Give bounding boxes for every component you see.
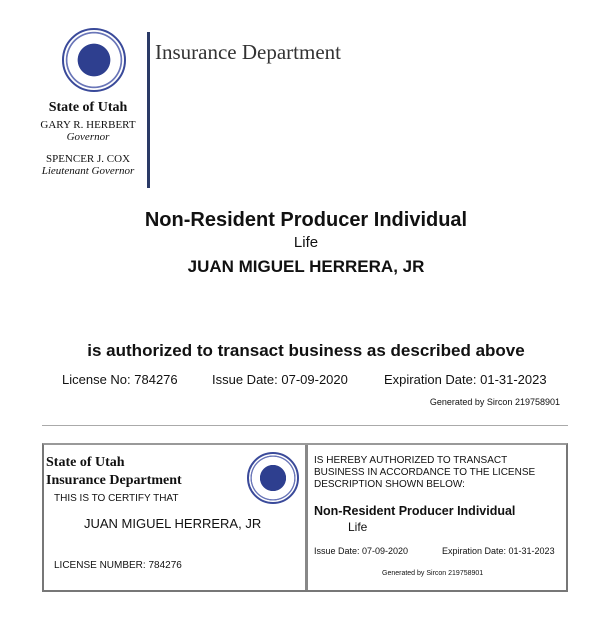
card-department: Insurance Department [46,473,182,488]
card-license-type: Non-Resident Producer Individual [314,504,516,518]
card-holder: JUAN MIGUEL HERRERA, JR [84,516,262,531]
governor-title: Governor [66,131,110,143]
card-seal-icon [247,452,299,504]
card-license-line: Life [348,520,368,534]
separator [42,425,568,426]
card-issue-date: Issue Date: 07-09-2020 [314,546,409,556]
card-certify: THIS IS TO CERTIFY THAT [54,493,179,504]
wallet-card [42,443,568,592]
card-state: State of Utah [46,455,125,470]
issue-date: Issue Date: 07-09-2020 [212,372,348,387]
card-expiration-date: Expiration Date: 01-31-2023 [442,546,555,556]
license-line: Life [293,234,319,251]
lt-governor-name: SPENCER J. COX [45,153,131,165]
officials-block [30,100,146,177]
license-main [0,209,612,277]
license-holder: JUAN MIGUEL HERRERA, JR [187,257,425,276]
state-name: State of Utah [48,100,128,115]
authorized-statement: is authorized to transact business as described above [87,341,525,360]
card-authorized-text: IS HEREBY AUTHORIZED TO TRANSACT BUSINESS IN ACCORDANCE TO THE LICENSE DESCRIPTION SHOWN BELOW: [314,455,536,490]
expiration-date: Expiration Date: 01-31-2023 [384,372,547,387]
department-title: Insurance Department [155,40,341,64]
card-generated-by: Generated by Sircon 219758901 [382,570,484,577]
card-divider [305,445,308,590]
vertical-divider [147,32,150,188]
generated-by: Generated by Sircon 219758901 [429,397,560,407]
license-number: License No: 784276 [62,372,178,387]
state-seal-icon [62,28,126,92]
lt-governor-title: Lieutenant Governor [41,165,135,177]
license-type: Non-Resident Producer Individual [144,209,468,231]
governor-name: GARY R. HERBERT [40,119,136,131]
card-license-number: LICENSE NUMBER: 784276 [54,560,182,571]
